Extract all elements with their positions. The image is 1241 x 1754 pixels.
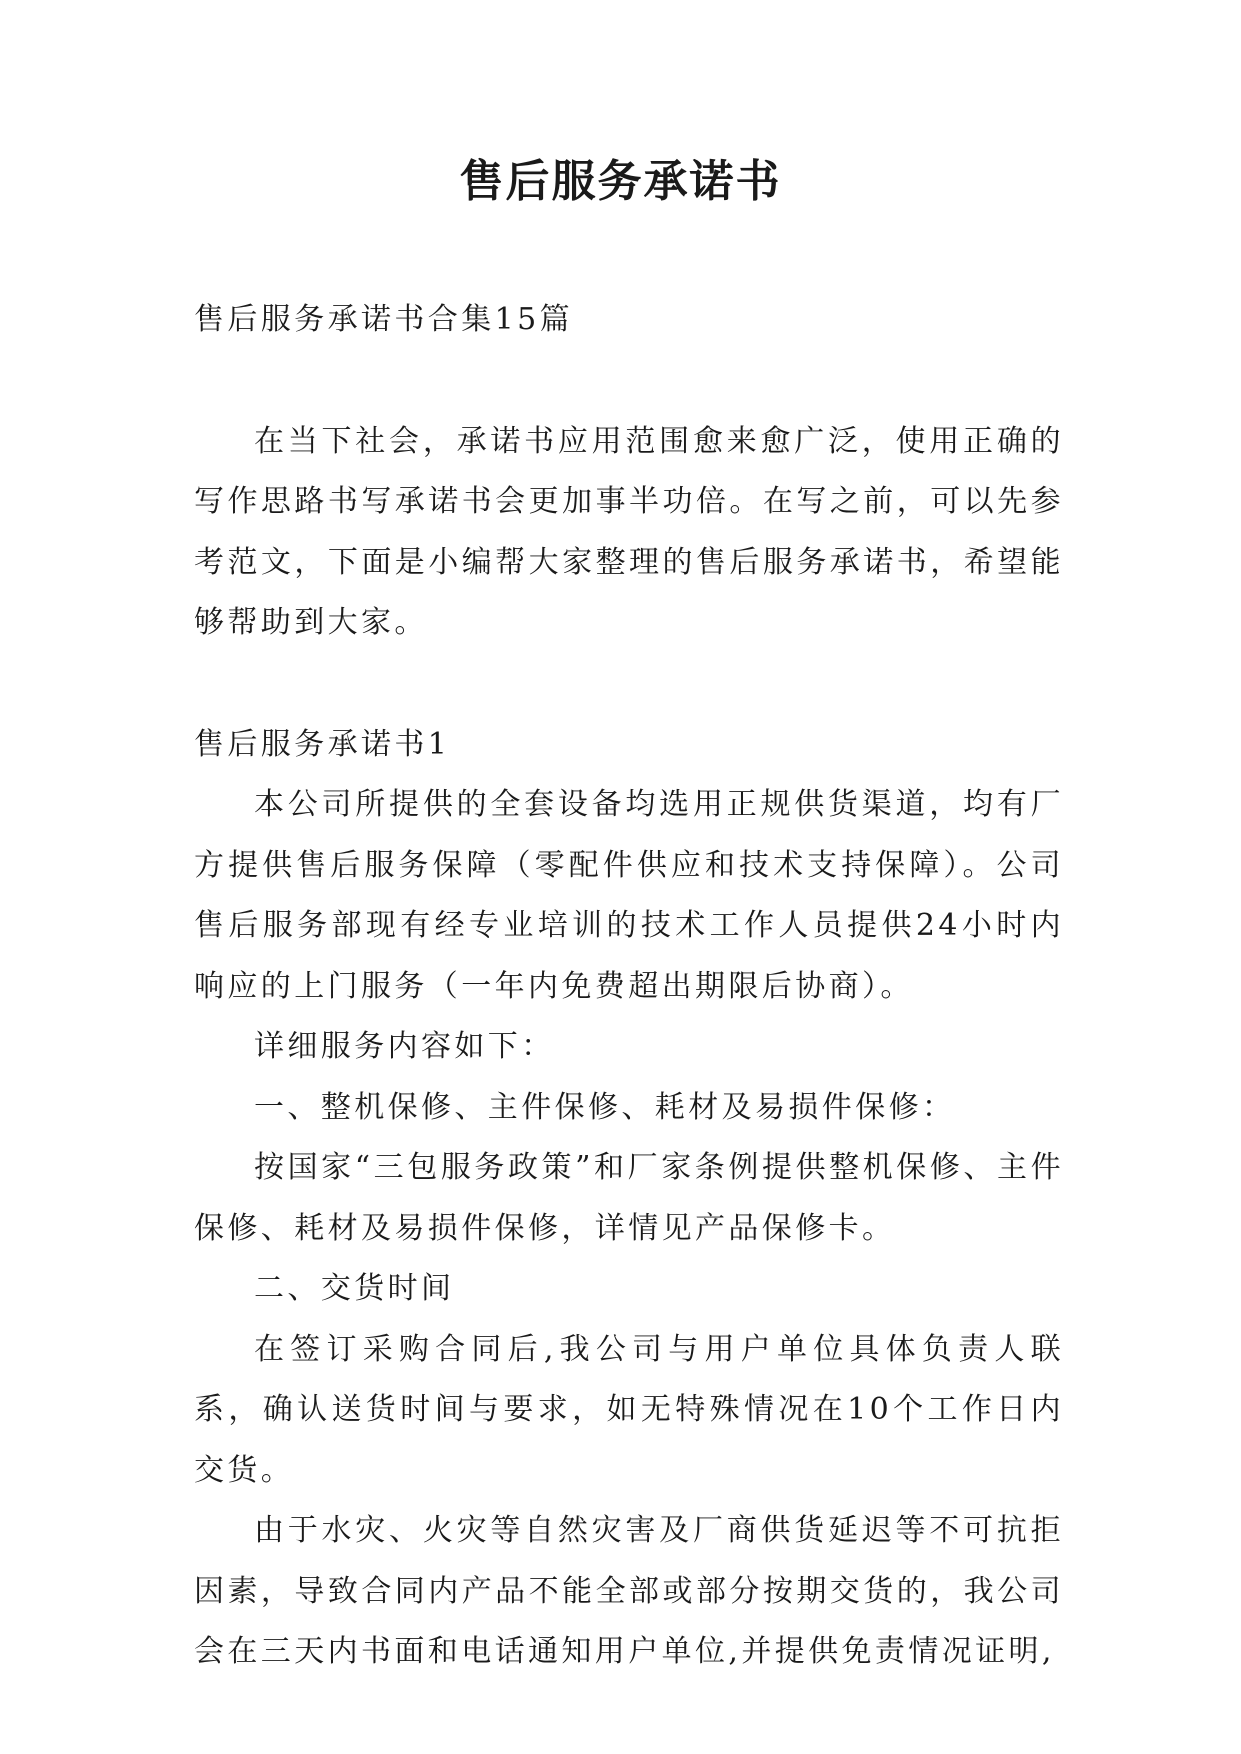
- collection-subtitle: 售后服务承诺书合集15篇: [194, 302, 573, 337]
- body-paragraph: 本公司所提供的全套设备均选用正规供货渠道，均有厂方提供售后服务保障（零配件供应和技术支持保障）。公司售后服务部现有经专业培训的技术工作人员提供24小时内响应的上门服务（一年内免费超出期限后协商）。: [194, 787, 1064, 1004]
- document-body: [194, 290, 1064, 1683]
- intro-paragraph: 在当下社会，承诺书应用范围愈来愈广泛，使用正确的写作思路书写承诺书会更加事半功倍。在写之前，可以先参考范文，下面是小编帮大家整理的售后服务承诺书，希望能够帮助到大家。: [194, 423, 1064, 640]
- body-paragraph: 在签订采购合同后,我公司与用户单位具体负责人联系，确认送货时间与要求，如无特殊情况在10个工作日内交货。: [194, 1331, 1064, 1488]
- clause-heading: 二、交货时间: [254, 1271, 455, 1306]
- document-title: 售后服务承诺书: [459, 156, 782, 207]
- body-paragraph: 按国家“三包服务政策”和厂家条例提供整机保修、主件保修、耗材及易损件保修，详情见产品保修卡。: [194, 1150, 1064, 1246]
- body-paragraph: 详细服务内容如下：: [254, 1029, 555, 1064]
- body-paragraph: 由于水灾、火灾等自然灾害及厂商供货延迟等不可抗拒因素，导致合同内产品不能全部或部分按期交货的，我公司会在三天内书面和电话通知用户单位,并提供免责情况证明,: [194, 1513, 1064, 1669]
- section-heading: 售后服务承诺书1: [194, 726, 451, 762]
- clause-heading: 一、整机保修、主件保修、耗材及易损件保修：: [254, 1089, 956, 1125]
